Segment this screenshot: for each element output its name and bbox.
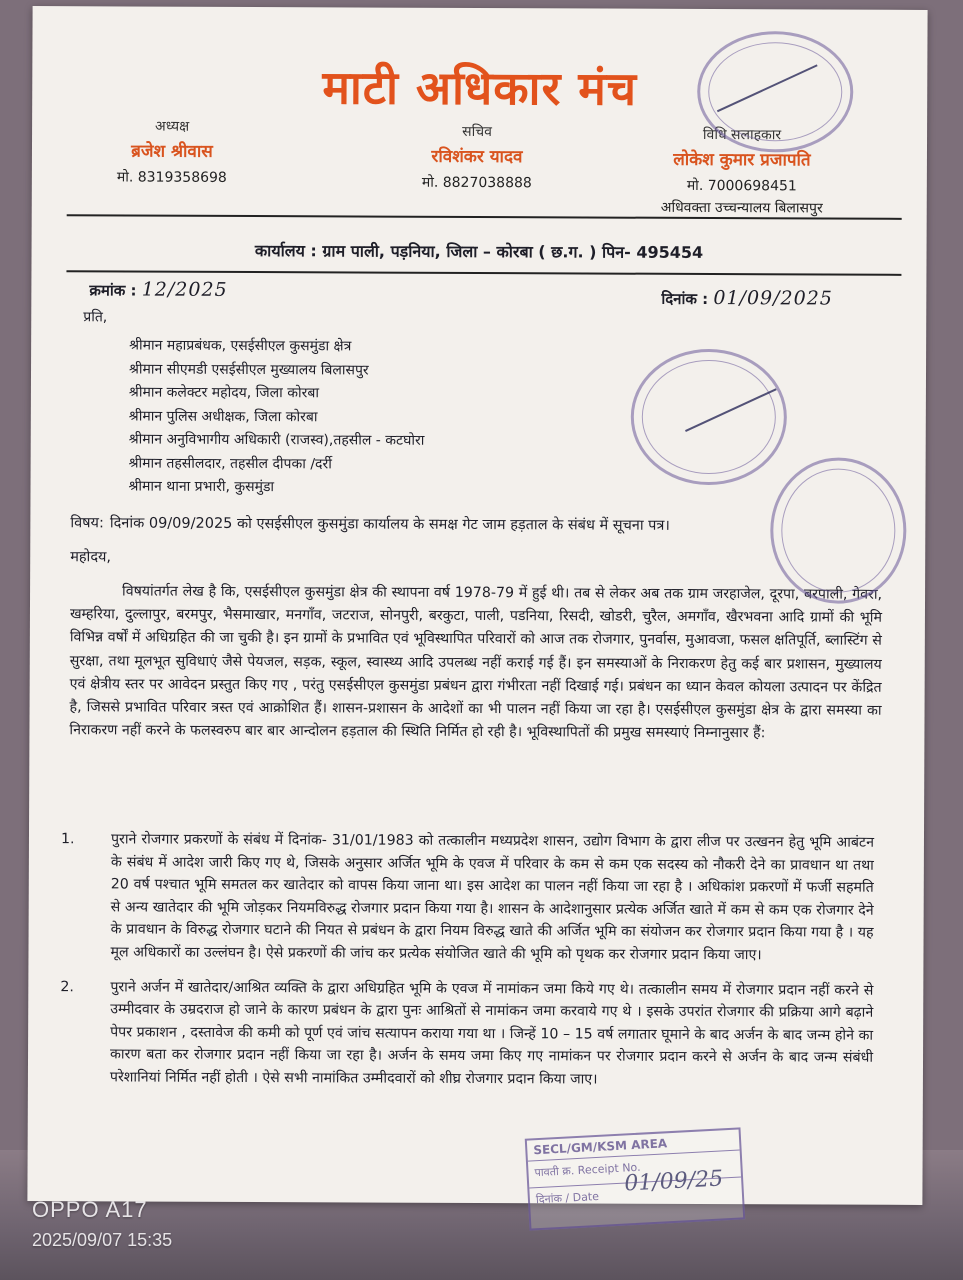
office-seal-middle — [631, 349, 788, 486]
point-number: 2. — [60, 978, 74, 995]
president-mobile: मो. 8319358698 — [116, 169, 227, 186]
legal-advisor-name: लोकेश कुमार प्रजापति — [673, 149, 811, 171]
recipient-line: श्रीमान पुलिस अधीक्षक, जिला कोरबा — [128, 407, 318, 425]
reference-date-value: 01/09/2025 — [713, 287, 833, 310]
reference-date — [661, 287, 833, 310]
recipient-line: श्रीमान थाना प्रभारी, कुसमुंडा — [128, 478, 275, 496]
point-text: पुराने अर्जन में खातेदार/आश्रित व्यक्ति के द्वारा अधिग्रहित भूमि के एवज में नामांकन जमा किये गए थे। तत्कालीन समय में रोजगार प्रदान नहीं करने से उम्मीदवार के उम्रदराज हो जाने के कारण प्रबंधन के द्वारा पुनः आश्रितों से नामांकन जमा करवाये गए थे । इसके उपरांत रोजगार की प्रक्रिया आगे बढ़ाने पेपर प्रकाशन , दस्तावेज की कमी को पूर्ण एवं जांच सत्यापन कराया गया था । जिन्हें 10 – 15 वर्ष लगातार घूमाने के बाद अर्जन के बाद जन्म होने का कारण बता कर रोजगार प्रदान नहीं किया जा रहा है। अर्जन के समय जमा किए गए नामांकन पर रोजगार प्रदान करने से अर्जन के बाद जन्म संबंधी परेशानियां निर्मित नहीं होती । ऐसे सभी नामांकित उम्मीदवारों को शीघ्र रोजगार प्रदान किया जाए। — [109, 978, 874, 1088]
legal-advisor-mobile: मो. 7000698451 — [686, 177, 797, 195]
address-divider — [66, 270, 901, 276]
recipient-list — [128, 334, 424, 500]
subject-text: दिनांक 09/09/2025 को एसईसीएल कुसमुंडा कार्यालय के समक्ष गेट जाम हड़ताल के संबंध में सूचना पत्र। — [109, 515, 670, 534]
receipt-stamp — [525, 1127, 746, 1230]
point-number: 1. — [60, 831, 75, 848]
secretary-role: सचिव — [462, 123, 492, 141]
office-seal-top — [697, 31, 854, 153]
subject-label: विषय: — [70, 515, 104, 532]
camera-timestamp-watermark: 2025/09/07 15:35 — [32, 1230, 173, 1250]
salutation: महोदय, — [70, 549, 112, 566]
legal-advisor-note: अधिवक्ता उच्चन्यालय बिलासपुर — [660, 199, 823, 217]
recipient-line: श्रीमान सीएमडी एसईसीएल मुख्यालय बिलासपुर — [128, 360, 369, 379]
subject-line — [70, 512, 670, 535]
recipient-prefix: प्रति, — [83, 309, 108, 326]
secretary-block — [387, 122, 567, 193]
body-paragraph: विषयांतर्गत लेख है कि, एसईसीएल कुसमुंडा क्षेत्र की स्थापना वर्ष 1978-79 में हुई थी। तब से लेकर अब तक ग्राम जरहाजेल, दूरपा, बरपाली, गेवरा, खम्हरिया, दुल्लापुर, बरमपुर, भैसमाखार, मनगाँव, जटराज, सोनपुरी, बरकुटा, पाली, पडनिया, रिसदी, खोडरी, चुरैल, अमगाँव, खैरभवना आदि ग्रामों की भूमि विभिन्न वर्षों में अधिग्रहित की जा चुकी है। इन ग्रामों के प्रभावित एवं भूविस्थापित परिवारों को आज तक रोजगार, पुनर्वास, मुआवजा, फसल क्षतिपूर्ति, ब्लास्टिंग से सुरक्षा, तथा मूलभूत सुविधाएं जैसे पेयजल, सड़क, स्कूल, स्वास्थ्य आदि उपलब्ध नहीं कराई गई हैं। इन समस्याओं के निराकरण हेतु कई बार प्रशासन, मुख्यालय एवं क्षेत्रीय स्तर पर आवेदन प्रस्तुत किए गए , परंतु एसईसीएल कुसमुंडा प्रबंधन द्वारा गंभीरता नहीं दिखाई गई। प्रबंधन का ध्यान केवल कोयला उत्पादन पर केंद्रित है, जिससे प्रभावित परिवार त्रस्त एवं आक्रोशित हैं। शासन-प्रशासन के आदेशों का भी पालन नहीं किया जा रहा है। एसईसीएल कुसमुंडा क्षेत्र के द्वारा समस्या का निराकरण नहीं करने के फलस्वरुप बार बार आन्दोलन हड़ताल की स्थिति निर्मित हो रही है। भूविस्थापितों की प्रमुख समस्याएं निम्नानुसार हैं: — [69, 583, 883, 742]
letter-page — [27, 6, 927, 1205]
reference-number-value: 12/2025 — [141, 278, 228, 301]
receipt-stamp-header: SECL/GM/KSM AREA — [527, 1130, 740, 1162]
camera-brand-watermark: OPPO A17 — [32, 1197, 148, 1222]
president-block — [72, 116, 272, 187]
secretary-name: रविशंकर यादव — [431, 146, 523, 168]
points-list — [53, 828, 874, 1104]
reference-number-label: क्रमांक : — [89, 281, 137, 300]
recipient-line: श्रीमान कलेक्टर महोदय, जिला कोरबा — [128, 384, 320, 402]
secretary-mobile: मो. 8827038888 — [421, 174, 532, 192]
org-title: माटी अधिकार मंच — [322, 60, 638, 116]
president-role: अध्यक्ष — [154, 118, 190, 135]
list-item — [53, 828, 874, 967]
legal-advisor-role: विधि सलाहकार — [702, 126, 782, 144]
receipt-date-label: दिनांक / Date — [535, 1189, 600, 1207]
recipient-line: श्रीमान महाप्रबंधक, एसईसीएल कुसमुंडा क्षेत्र — [129, 337, 352, 355]
president-name: ब्रजेश श्रीवास — [131, 141, 213, 162]
receipt-number-label: पावती क्र. Receipt No. — [528, 1150, 741, 1188]
recipient-line: श्रीमान अनुविभागीय अधिकारी (राजस्व),तहसील - कटघोरा — [128, 431, 425, 449]
list-item — [53, 976, 873, 1093]
receipt-date-value: 01/09/25 — [623, 1166, 724, 1197]
thana-seal — [770, 457, 907, 604]
reference-number — [89, 278, 227, 301]
recipient-line: श्रीमान तहसीलदार, तहसील दीपका /दर्री — [128, 454, 332, 472]
office-address: कार्यालय : ग्राम पाली, पड़निया, जिला – कोरबा ( छ.ग. ) पिन- 495454 — [254, 241, 704, 262]
reference-date-label: दिनांक : — [661, 289, 709, 309]
point-text: पुराने रोजगार प्रकरणों के संबंध में दिनांक- 31/01/1983 को तत्कालीन मध्यप्रदेश शासन, उद्योग विभाग के द्वारा लीज पर उत्खनन हेतु भूमि आबंटन के संबंध में आदेश जारी किए गए थे, जिसके अनुसार अर्जित भूमि के एवज में परिवार के कम से कम एक सदस्य को नौकरी देने का प्रावधान था तथा 20 वर्ष पश्चात भूमि समतल कर खातेदार को वापस किया जाना था। इस आदेश का पालन नहीं किया जा रहा है । अधिकांश प्रकरणों में फर्जी सहमति से अन्य खातेदार की भूमि जोड़कर नियमविरुद्ध रोजगार प्रदान किया गया है। शासन के आदेशानुसार प्रत्येक अर्जित खाते में कम से कम एक रोजगार देने के प्रावधान के विरुद्ध रोजगार घटाने की नियत से प्रबंधन के द्वारा नियम विरुद्ध खाते की अर्जित भूमि का संयोजन कर रोजगार प्रदान किया गया है । यह मूल अधिकारों का उल्लंघन है। ऐसे प्रकरणों की जांच कर प्रत्येक संयोजित खाते की भूमि को पृथक कर रोजगार प्रदान किया जाए। — [110, 831, 875, 964]
